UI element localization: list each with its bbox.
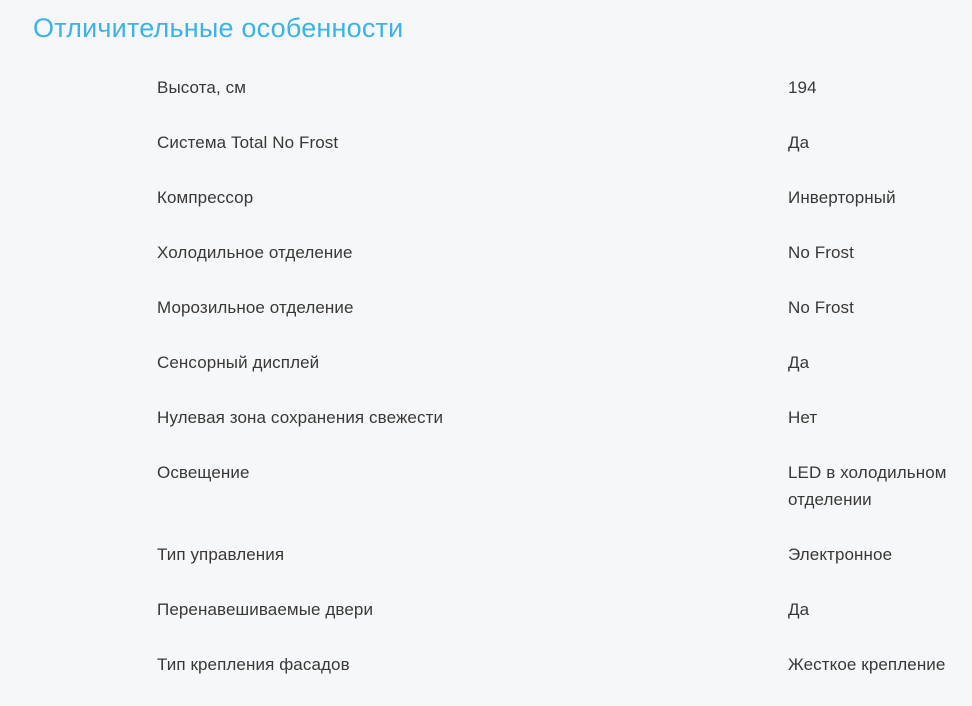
table-row bbox=[157, 184, 950, 211]
spec-label: Морозильное отделение bbox=[157, 298, 354, 317]
table-row bbox=[157, 239, 950, 266]
spec-table bbox=[157, 74, 950, 706]
table-row bbox=[157, 459, 950, 513]
table-row bbox=[157, 596, 950, 623]
spec-label: Холодильное отделение bbox=[157, 243, 353, 262]
spec-value: Электронное bbox=[788, 545, 893, 564]
spec-label: Тип управления bbox=[157, 545, 285, 564]
spec-label: Нулевая зона сохранения свежести bbox=[157, 408, 444, 427]
table-row bbox=[157, 74, 950, 101]
spec-value: Да bbox=[788, 133, 810, 152]
spec-value: Да bbox=[788, 353, 810, 372]
spec-label: Тип крепления фасадов bbox=[157, 655, 350, 674]
table-row bbox=[157, 541, 950, 568]
table-row bbox=[157, 129, 950, 156]
table-row bbox=[157, 651, 950, 678]
section-title: Отличительные особенности bbox=[33, 13, 404, 43]
spec-value: LED в холодильном отделении bbox=[788, 463, 947, 509]
spec-value: Нет bbox=[788, 408, 818, 427]
table-row bbox=[157, 404, 950, 431]
spec-value: Жесткое крепление bbox=[788, 655, 946, 674]
spec-label: Компрессор bbox=[157, 188, 254, 207]
spec-value: No Frost bbox=[788, 298, 854, 317]
spec-label: Система Total No Frost bbox=[157, 133, 339, 152]
table-row bbox=[157, 294, 950, 321]
spec-value: No Frost bbox=[788, 243, 854, 262]
spec-label: Освещение bbox=[157, 463, 250, 482]
spec-value: Да bbox=[788, 600, 810, 619]
spec-label: Сенсорный дисплей bbox=[157, 353, 320, 372]
spec-label: Перенавешиваемые двери bbox=[157, 600, 374, 619]
table-row bbox=[157, 349, 950, 376]
spec-label: Высота, см bbox=[157, 78, 247, 97]
spec-value: Инверторный bbox=[788, 188, 896, 207]
spec-value: 194 bbox=[788, 78, 817, 97]
